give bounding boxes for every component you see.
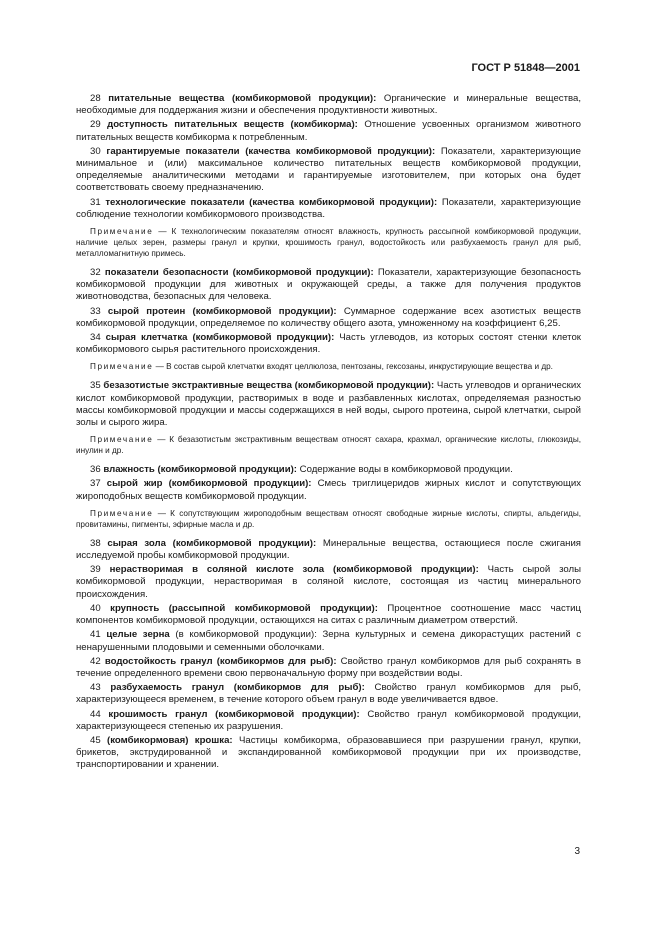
note-text: — К безазотистым экстрактивным веществам относят сахара, крахмал, органические кислоты, глюкозиды, инулин и др. — [76, 435, 581, 456]
entry-definition: Свойство гранул комбикормовой продукции, характеризующееся степенью их разрушения. — [76, 708, 582, 732]
entry-definition: Смесь триглицеридов жирных кислот и сопутствующих жироподобных веществ комбикормовой продукции. — [76, 478, 582, 502]
entry-definition: Суммарное содержание всех азотистых веществ комбикормовой продукции, определяемое по количеству общего азота, умноженному на коэффициент 6,25. — [76, 305, 581, 329]
entry-term: крупность (рассыпной комбикормовой продукции): — [110, 602, 378, 614]
entry-number: 41 — [90, 629, 101, 641]
entry-number: 39 — [90, 564, 101, 576]
entry-number: 32 — [90, 267, 101, 279]
entry-number: 36 — [90, 464, 101, 476]
entry-term: гарантируемые показатели (качества комбикормовой продукции): — [106, 145, 436, 157]
note-label: Примечание — [90, 362, 154, 372]
note-label: Примечание — [90, 508, 154, 518]
entry-definition: Процентное соотношение масс частиц компонентов комбикормовой продукции, остающихся на ситах с различным диаметром отверстий. — [76, 602, 581, 627]
entry-term: сырая клетчатка (комбикормовой продукции): — [105, 332, 335, 344]
entry-term: крошимость гранул (комбикормовой продукции): — [108, 708, 360, 720]
entry-term: технологические показатели (качества комбикормовой продукции): — [105, 196, 438, 208]
entry-number: 34 — [90, 332, 101, 344]
note — [76, 226, 581, 259]
term-entry — [76, 197, 581, 221]
entry-number: 37 — [90, 478, 101, 490]
term-entry — [76, 682, 581, 706]
entry-definition: Органические и минеральные вещества, необходимые для поддержания жизни и обеспечения продуктивности животных. — [76, 93, 581, 117]
entry-number: 43 — [90, 682, 101, 694]
note-text: — К сопутствующим жироподобным веществам относят свободные жирные кислоты, спирты, альдегиды, провитамины, пигменты, эфирные масла и др. — [76, 508, 581, 529]
entry-term: нерастворимая в соляной кислоте зола (комбикормовой продукции): — [109, 564, 479, 576]
term-entry — [76, 93, 581, 117]
term-entry — [76, 306, 581, 330]
term-entry — [76, 538, 581, 562]
entry-definition: (в комбикормовой продукции): Зерна культурных и семена дикорастущих растений с ненарушенными плодовыми и семенными оболочками. — [76, 629, 581, 653]
entry-definition: Показатели, характеризующие соблюдение технологии комбикормового производства. — [76, 196, 582, 220]
entry-number: 40 — [90, 602, 101, 614]
entry-number: 33 — [90, 305, 101, 317]
term-entry — [76, 119, 581, 143]
entry-number: 44 — [90, 708, 101, 720]
page-content — [76, 93, 581, 774]
entry-definition: Минеральные вещества, остающиеся после сжигания исследуемой пробы комбикормовой продукции. — [76, 537, 582, 562]
term-entry — [76, 629, 581, 653]
term-entry — [76, 332, 581, 356]
term-entry — [76, 267, 581, 304]
entry-definition: Показатели, характеризующие безопасность комбикормовой продукции для животных и окружающей среды, а также для получения продуктов животноводства, безопасных для человека. — [76, 267, 581, 303]
term-entry — [76, 564, 581, 601]
term-entry — [76, 478, 581, 502]
entry-number: 45 — [90, 734, 101, 746]
entry-definition: Часть сырой золы комбикормовой продукции, нерастворимая в соляной кислоте, состоящая из частиц минерального происхождения. — [76, 564, 581, 600]
entry-term: разбухаемость гранул (комбикормов для рыб): — [110, 682, 365, 694]
entry-number: 42 — [90, 655, 101, 667]
note — [76, 434, 581, 456]
term-entry — [76, 603, 581, 627]
entry-number: 30 — [90, 145, 101, 157]
entry-term: показатели безопасности (комбикормовой продукции): — [104, 267, 374, 279]
note-text: — В состав сырой клетчатки входят целлюлоза, пентозаны, гексозаны, инкрустирующие вещества и др. — [153, 362, 553, 372]
entry-definition: Содержание воды в комбикормовой продукции. — [296, 464, 513, 476]
entry-term: (комбикормовая) крошка: — [107, 734, 233, 746]
page-number: 3 — [574, 846, 580, 857]
entry-term: водостойкость гранул (комбикормов для рыб): — [104, 655, 337, 667]
entry-definition: Свойство гранул комбикормов для рыб, характеризующееся временем, в течение которого объем гранул в воде увеличивается вдвое. — [76, 682, 581, 706]
entry-definition: Часть углеводов и органических кислот комбикормовой продукции, растворимых в воде и разбавленных кислотах, определяемая разностью массы комбикормовой продукции и массы содержащихся в ней воды, сырого протеина, сырой клетчатки, сырой золы и сырого жира. — [76, 380, 581, 429]
entry-term: сырой протеин (комбикормовой продукции): — [107, 305, 337, 317]
entry-term: безазотистые экстрактивные вещества (комбикормовой продукции): — [103, 380, 435, 392]
entry-definition: Показатели, характеризующие минимальное и (или) максимальное количество питательных веществ комбикормовой продукции, определяемые аналитическими методами и гарантируемые изготовителем, при которых она будет соответствовать своему предназначению. — [76, 145, 581, 194]
page-header: ГОСТ Р 51848—2001 — [471, 62, 580, 74]
term-entry — [76, 656, 581, 680]
term-entry — [76, 709, 581, 733]
entry-number: 28 — [90, 93, 101, 104]
note — [76, 508, 581, 530]
note-label: Примечание — [90, 227, 154, 237]
term-entry — [76, 380, 581, 429]
term-entry — [76, 464, 581, 476]
entry-definition: Отношение усвоенных организмом животного питательных веществ комбикорма к потребленным. — [76, 119, 581, 143]
entry-term: питательные вещества (комбикормовой продукции): — [108, 93, 377, 104]
entry-number: 29 — [90, 119, 101, 131]
term-entry — [76, 146, 581, 195]
note-text: — К технологическим показателям относят влажность, крупность рассыпной комбикормовой продукции, наличие целых зерен, размеры гранул и крупки, крошимость гранул, водостойкость или разбухаемость гранул для рыб, металломагнитную примесь. — [76, 227, 581, 259]
term-entry — [76, 735, 581, 772]
entry-definition: Свойство гранул комбикормов для рыб сохранять в течение определенного времени свою первоначальную форму при воздействии воды. — [76, 655, 581, 679]
note-label: Примечание — [90, 435, 154, 445]
entry-term: сырой жир (комбикормовой продукции): — [106, 478, 312, 490]
entry-number: 31 — [90, 196, 101, 208]
entry-number: 35 — [90, 380, 101, 392]
entry-term: доступность питательных веществ (комбикорма): — [107, 119, 358, 131]
entry-term: влажность (комбикормовой продукции): — [103, 464, 297, 476]
entry-term: целые зерна — [106, 629, 170, 641]
entry-term: сырая зола (комбикормовой продукции): — [107, 537, 317, 549]
note — [76, 361, 581, 372]
entry-definition: Часть углеводов, из которых состоят стенки клеток комбикормового сырья растительного происхождения. — [76, 332, 581, 356]
entry-definition: Частицы комбикорма, образовавшиеся при разрушении гранул, крупки, брикетов, экструдированной и экспандированной комбикормовой продукции при их производстве, транспортировании и хранении. — [76, 734, 582, 771]
entry-number: 38 — [90, 537, 101, 549]
